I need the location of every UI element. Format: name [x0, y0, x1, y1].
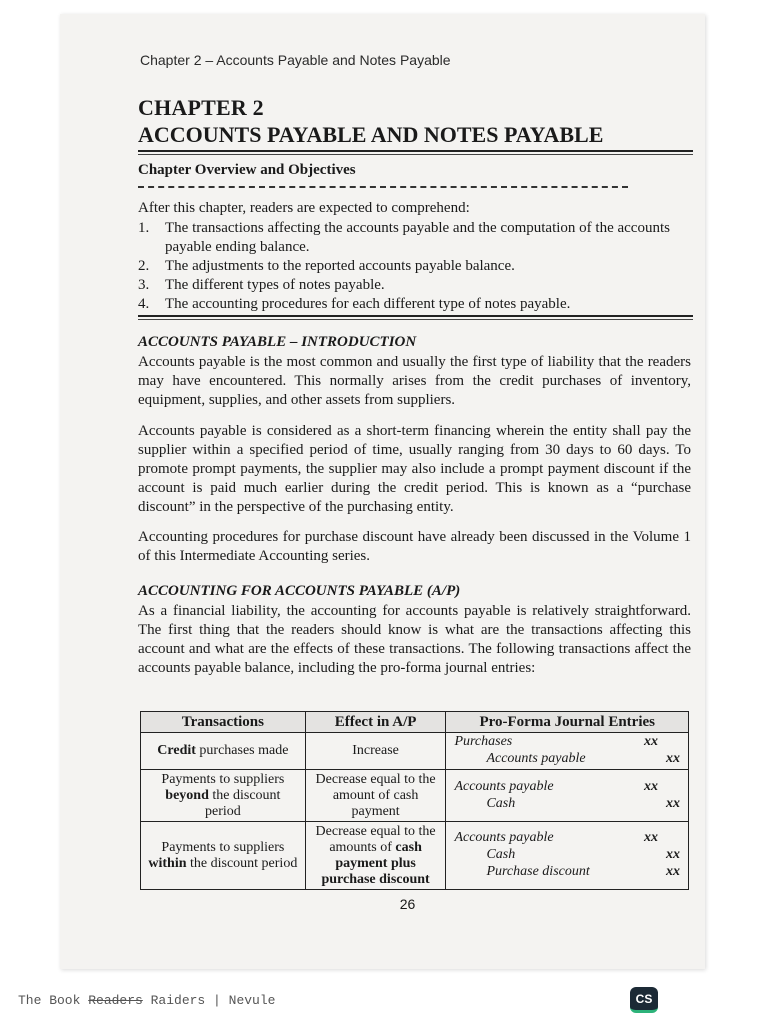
- title-rule: [138, 150, 693, 152]
- objective-item: [138, 276, 693, 295]
- objectives-rule-thin: [138, 319, 693, 320]
- table-row: [141, 733, 689, 770]
- dashed-divider: [138, 186, 628, 188]
- journal-line-debit: Purchases xx: [454, 734, 658, 749]
- title-rule-thin: [138, 154, 693, 155]
- accounting-section-heading: ACCOUNTING FOR ACCOUNTS PAYABLE (A/P): [138, 583, 461, 599]
- objective-number: 2.: [138, 258, 150, 274]
- intro-paragraph-1: Accounts payable is the most common and usually the first type of liability that the readers may have encountered. This normally arises from the credit purchases of inventory, equipment, supplies, and other assets from suppliers.: [138, 354, 691, 408]
- objective-number: 4.: [138, 296, 150, 312]
- intro-paragraph-3: Accounting procedures for purchase discount have already been discussed in the Volume 1 of this Intermediate Accounting series.: [138, 529, 691, 564]
- journal-line-credit: Cash xx: [486, 795, 680, 811]
- table-row: [141, 822, 689, 890]
- footer-brand: The Book Readers Raiders | Nevule: [18, 993, 276, 1008]
- objective-text: The different types of notes payable.: [165, 277, 385, 293]
- overview-heading: Chapter Overview and Objectives: [138, 162, 356, 178]
- objective-text: The transactions affecting the accounts payable and the computation of the accounts payable ending balance.: [165, 220, 670, 255]
- journal-line-credit: Purchase discount xx: [486, 864, 680, 879]
- table-header-row: [141, 712, 689, 733]
- objectives-rule: [138, 315, 693, 317]
- table-row: [141, 770, 689, 822]
- accounting-paragraph-1: As a financial liability, the accounting for accounts payable is relatively straightforward. The first thing that the readers should know is what are the transactions affecting this account and what are the effects of these transactions. The following transactions affect the accounts payable balance, including the pro-forma journal entries:: [138, 603, 691, 676]
- effect-cell: Increase: [305, 733, 446, 770]
- objectives-intro: After this chapter, readers are expected to comprehend:: [138, 200, 470, 216]
- effect-cell: Decrease equal to the amounts of cash payment plus purchase discount: [305, 822, 446, 890]
- objective-text: The adjustments to the reported accounts payable balance.: [165, 258, 515, 274]
- transaction-cell: Payments to suppliers within the discount period: [141, 822, 306, 890]
- objectives-list: [138, 219, 693, 314]
- camscanner-logo-icon: CS: [630, 987, 658, 1013]
- objective-item: [138, 295, 693, 314]
- journal-line-debit: Accounts payable xx: [454, 778, 658, 794]
- journal-line-credit: Accounts payable xx: [486, 751, 680, 766]
- objective-number: 1.: [138, 220, 150, 236]
- intro-paragraph-2: Accounts payable is considered as a short-term financing wherein the entity shall pay the supplier within a specified period of time, usually ranging from 30 days to 60 days. To promote prompt payments, the supplier may also include a prompt payment discount if the account is paid much earlier during the credit period. This is known as a “purchase discount” in the perspective of the purchasing entity.: [138, 423, 691, 515]
- running-header: Chapter 2 – Accounts Payable and Notes Payable: [140, 52, 451, 68]
- journal-cell: [446, 822, 689, 890]
- header-effect: Effect in A/P: [305, 712, 446, 733]
- journal-line-credit: Cash xx: [486, 847, 680, 862]
- transaction-cell: Credit purchases made: [141, 733, 306, 770]
- objective-item: [138, 219, 693, 257]
- objective-item: [138, 257, 693, 276]
- transactions-table: [140, 711, 689, 890]
- header-journal-entries: Pro-Forma Journal Entries: [446, 712, 689, 733]
- header-transactions: Transactions: [141, 712, 306, 733]
- page-number: 26: [399, 896, 416, 912]
- journal-line-debit: Accounts payable xx: [454, 830, 658, 845]
- transaction-cell: Payments to suppliers beyond the discount period: [141, 770, 306, 822]
- chapter-number: CHAPTER 2: [138, 95, 264, 120]
- journal-cell: [446, 733, 689, 770]
- intro-section-heading: ACCOUNTS PAYABLE – INTRODUCTION: [138, 334, 417, 350]
- objective-number: 3.: [138, 277, 150, 293]
- chapter-title: ACCOUNTS PAYABLE AND NOTES PAYABLE: [138, 122, 604, 147]
- effect-cell: Decrease equal to the amount of cash payment: [305, 770, 446, 822]
- objective-text: The accounting procedures for each different type of notes payable.: [165, 296, 571, 312]
- journal-cell: [446, 770, 689, 822]
